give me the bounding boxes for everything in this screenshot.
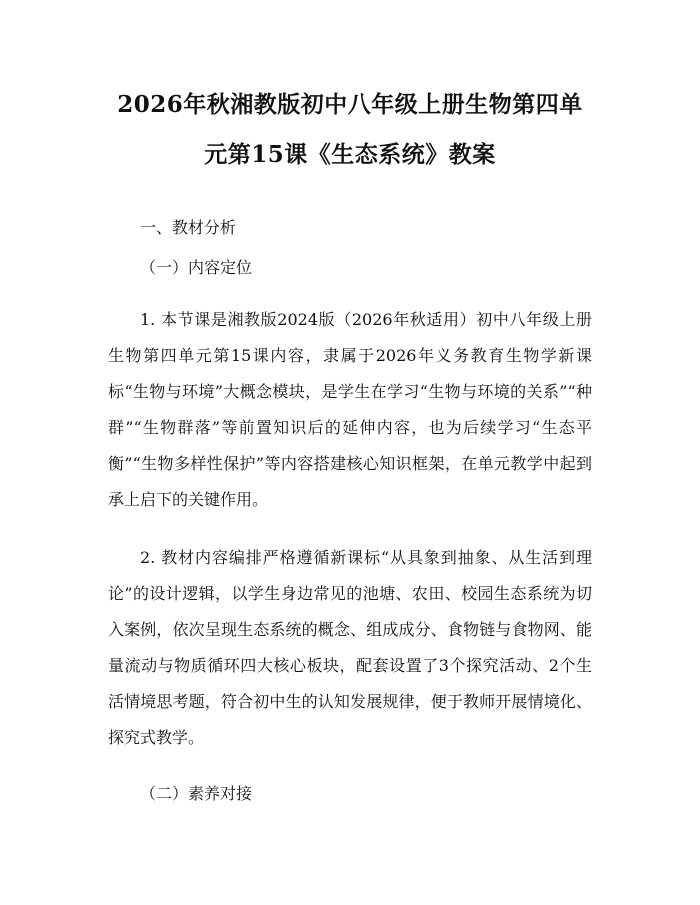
paragraph-1: 1. 本节课是湘教版2024版（2026年秋适用）初中八年级上册生物第四单元第15课内容，隶属于2026年义务教育生物学新课标“生物与环境”大概念模块，是学生在学习“生物与环境的关系”“种群”“生物群落”等前置知识后的延伸内容，也为后续学习“生态平衡”“生物多样性保护”等内容搭建核心知识框架，在单元教学中起到承上启下的关键作用。 xyxy=(108,310,592,509)
subsection-heading-content-position: （一）内容定位 xyxy=(140,258,253,277)
document-title: 2026年秋湘教版初中八年级上册生物第四单元第15课《生态系统》教案 xyxy=(117,91,583,168)
section-heading-textbook-analysis: 一、教材分析 xyxy=(140,218,237,237)
subsection-heading-literacy-link: （二）素养对接 xyxy=(140,784,253,803)
paragraph-2: 2. 教材内容编排严格遵循新课标“从具象到抽象、从生活到理论”的设计逻辑，以学生身边常见的池塘、农田、校园生态系统为切入案例，依次呈现生态系统的概念、组成成分、食物链与食物网、能量流动与物质循环四大核心板块，配套设置了3个探究活动、2个生活情境思考题，符合初中生的认知发展规律，便于教师开展情境化、探究式教学。 xyxy=(108,548,592,747)
